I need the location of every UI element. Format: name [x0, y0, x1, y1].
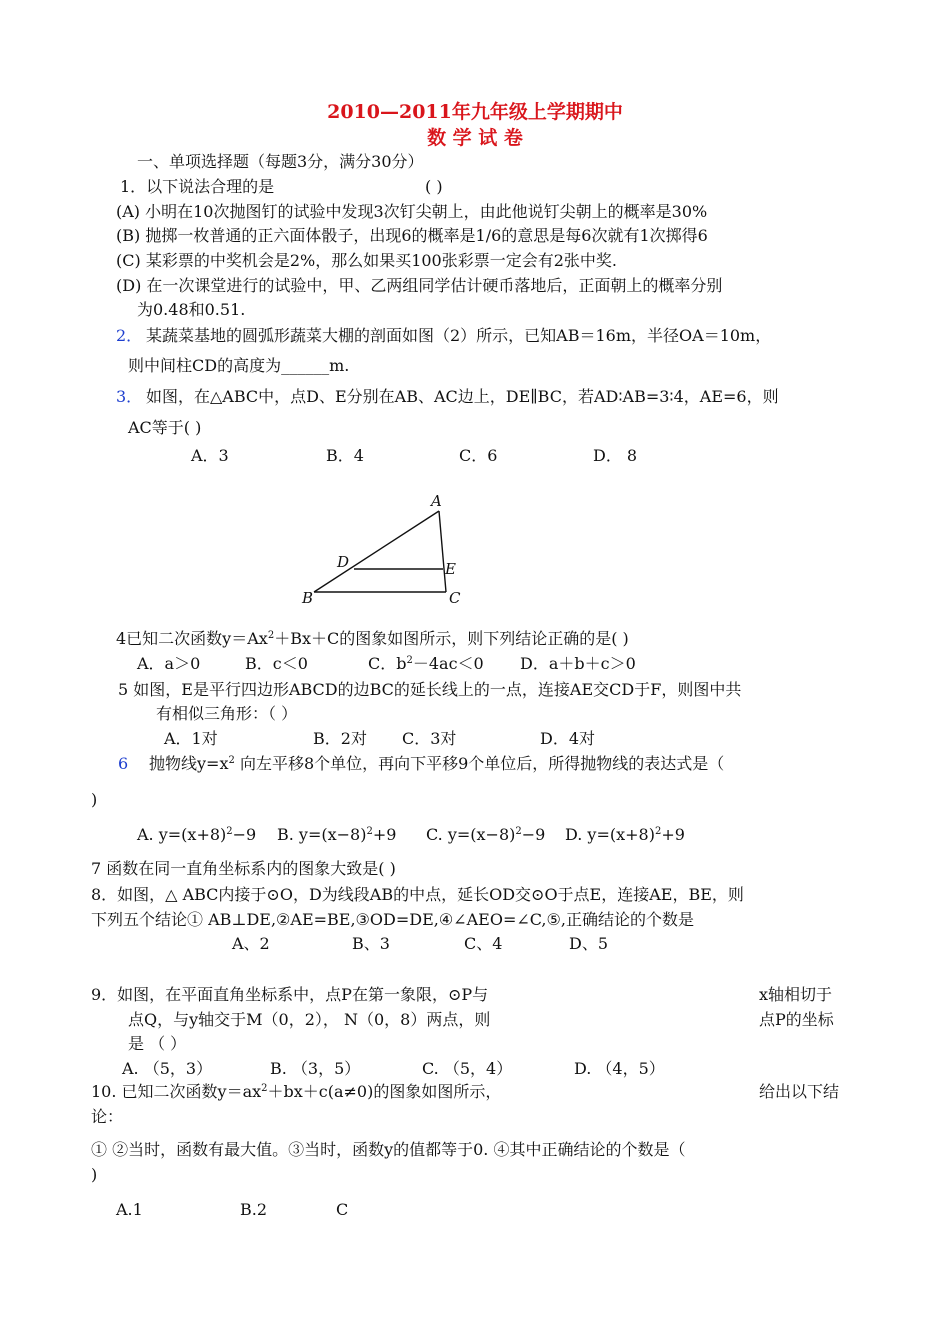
q8-option-d: D、5: [569, 934, 609, 953]
side-ab: [314, 511, 439, 592]
q4-stem-post: ＋Bx＋C的图象如图所示，则下列结论正确的是( ): [274, 629, 629, 648]
q6-exponent: 2: [228, 755, 235, 766]
q6-option-d-exponent: 2: [654, 826, 662, 837]
q7-stem: 7 函数在同一直角坐标系内的图象大致是( ): [91, 859, 396, 878]
label-c: C: [449, 589, 461, 607]
q10-exponent: 2: [261, 1083, 268, 1094]
q2-number: 2．: [116, 326, 143, 345]
q5-option-b: B．2对: [313, 729, 367, 748]
section-heading: 一、单项选择题（每题3分，满分30分）: [137, 152, 424, 171]
q6-option-b-exponent: 2: [366, 826, 373, 837]
q1-option-d-line2: 为0.48和0.51.: [137, 300, 246, 319]
q2-line2: 则中间柱CD的高度为______m.: [128, 356, 350, 375]
q9-line2-left: 点Q，与y轴交于M（0，2）， N（0，8）两点，则: [128, 1010, 491, 1029]
q10-option-a: A.1: [116, 1200, 143, 1219]
q6-option-c-post: −9: [521, 825, 546, 844]
q6-option-b: [277, 824, 396, 846]
q1-stem: 1．以下说法合理的是: [120, 177, 275, 196]
q6-option-c-pre: C. y=(x−8): [426, 825, 516, 844]
q10-stem: [91, 1081, 501, 1103]
q3-option-d: D． 8: [593, 446, 638, 465]
q1-option-b: (B) 抛掷一枚普通的正六面体骰子，出现6的概率是1/6的意思是每6次就有1次掷得6: [116, 226, 708, 245]
q6-stem: [149, 753, 724, 775]
q4-option-c: [368, 653, 484, 675]
q6-option-d-post: +9: [661, 825, 685, 844]
q6-option-b-post: +9: [372, 825, 397, 844]
q6-option-d-pre: D. y=(x+8): [565, 825, 655, 844]
q5-line1: 5 如图，E是平行四边形ABCD的边BC的延长线上的一点，连接AE交CD于F，则图中共: [118, 680, 742, 699]
q4-option-c-exponent: 2: [406, 655, 413, 666]
q5-option-d: D．4对: [540, 729, 596, 748]
q1-option-a: (A) 小明在10次抛图钉的试验中发现3次钉尖朝上，由此他说钉尖朝上的概率是30%: [116, 202, 708, 221]
label-a: A: [431, 492, 442, 510]
q4-option-b: B．c＜0: [245, 654, 308, 673]
q6-option-a-post: −9: [232, 825, 257, 844]
q8-line1: 8．如图，△ ABC内接于⊙O，D为线段AB的中点，延长OD交⊙O于点E，连接AE，BE，则: [91, 885, 744, 904]
q3-option-c: C．6: [459, 446, 498, 465]
q3-line2: AC等于( ): [128, 418, 202, 437]
q9-line1-right: x轴相切于: [759, 985, 833, 1004]
q10-close-paren: ): [91, 1165, 98, 1184]
q8-option-a: A、2: [232, 934, 270, 953]
q5-option-c: C．3对: [402, 729, 457, 748]
q4-option-d: D．a＋b＋c＞0: [520, 654, 636, 673]
q8-line2: 下列五个结论① AB⊥DE,②AE=BE,③OD=DE,④∠AEO=∠C,⑤,正确结论的个数是: [91, 910, 694, 929]
q10-option-b: B.2: [240, 1200, 268, 1219]
q4-stem: [116, 628, 629, 650]
q6-number: 6: [118, 754, 129, 773]
q4-exponent: 2: [267, 630, 275, 641]
q6-option-a-exponent: 2: [226, 826, 233, 837]
q6-option-a: [137, 824, 256, 846]
q9-line1-left: 9．如图，在平面直角坐标系中，点P在第一象限，⊙P与: [91, 985, 489, 1004]
page-title: 2010—2011年九年级上学期期中: [327, 101, 623, 123]
q6-stem-pre: 抛物线y=x: [149, 754, 229, 773]
q4-option-c-post: －4ac＜0: [412, 654, 484, 673]
q10-line2: 论：: [91, 1107, 124, 1126]
q8-option-b: B、3: [352, 934, 390, 953]
q10-stem-right: 给出以下结: [759, 1082, 840, 1101]
q3-number: 3．: [116, 387, 143, 406]
q9-line2-right: 点P的坐标: [759, 1010, 834, 1029]
label-d: D: [337, 553, 350, 571]
q4-option-a: A．a＞0: [137, 654, 201, 673]
q9-option-d: D. （4，5）: [574, 1059, 665, 1078]
q6-stem-post: 向左平移8个单位，再向下平移9个单位后，所得抛物线的表达式是（: [234, 754, 725, 773]
q5-line2: 有相似三角形：（ ）: [156, 704, 298, 723]
side-ac: [439, 511, 446, 592]
q10-line3: ① ②当时，函数有最大值。③当时，函数y的值都等于0. ④其中正确结论的个数是（: [91, 1140, 686, 1159]
q3-option-a: A．3: [191, 446, 229, 465]
q10-stem-post: ＋bx＋c(a≠0)的图象如图所示，: [267, 1082, 502, 1101]
q4-stem-pre: 4已知二次函数y＝Ax: [116, 629, 268, 648]
q1-answer-paren: ( ): [425, 177, 443, 196]
q3-line1: 如图，在△ABC中，点D、E分别在AB、AC边上，DE∥BC，若AD∶AB=3∶4，AE=6，则: [146, 387, 779, 406]
q6-option-a-pre: A. y=(x+8): [137, 825, 227, 844]
q6-option-c: [426, 824, 545, 846]
q6-close-paren: ): [91, 790, 98, 809]
q8-option-c: C、4: [464, 934, 503, 953]
q1-option-c: (C) 某彩票的中奖机会是2%，那么如果买100张彩票一定会有2张中奖.: [116, 251, 618, 270]
q9-line3: 是 （ ）: [128, 1034, 187, 1053]
q1-option-d-line1: (D) 在一次课堂进行的试验中，甲、乙两组同学估计硬币落地后，正面朝上的概率分别: [116, 276, 723, 295]
label-e: E: [445, 560, 456, 578]
q6-option-c-exponent: 2: [515, 826, 522, 837]
q6-option-d: [565, 824, 685, 846]
q6-option-b-pre: B. y=(x−8): [277, 825, 367, 844]
page-subtitle: 数 学 试 卷: [427, 127, 523, 149]
q10-stem-pre: 10. 已知二次函数y＝ax: [91, 1082, 262, 1101]
q9-option-b: B. （3，5）: [270, 1059, 361, 1078]
q5-option-a: A．1对: [164, 729, 218, 748]
triangle-figure: [296, 490, 476, 610]
q10-option-c: C: [336, 1200, 349, 1219]
q4-option-c-pre: C．b: [368, 654, 407, 673]
q2-line1: 某蔬菜基地的圆弧形蔬菜大棚的剖面如图（2）所示，已知AB＝16m，半径OA＝10m，: [146, 326, 772, 345]
q9-option-c: C. （5，4）: [422, 1059, 513, 1078]
q3-option-b: B．4: [326, 446, 364, 465]
q9-option-a: A. （5，3）: [122, 1059, 213, 1078]
label-b: B: [302, 589, 314, 607]
